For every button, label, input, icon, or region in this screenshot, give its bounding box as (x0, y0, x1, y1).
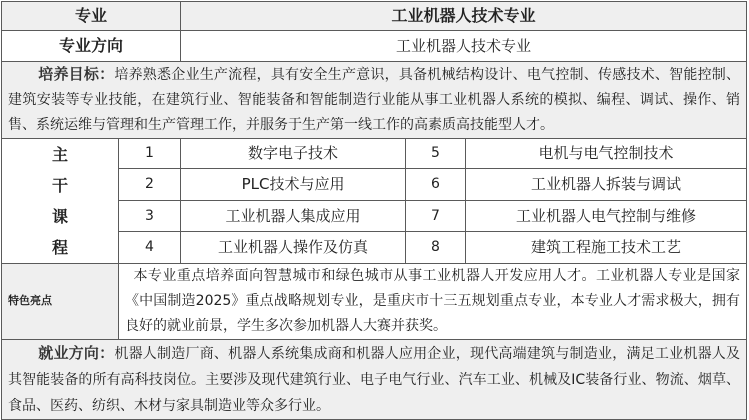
course-number: 6 (406, 169, 466, 201)
employment-text: 机器人制造厂商、机器人系统集成商和机器人应用企业，现代高端建筑与制造业，满足工业机器人及其智能装备的所有高科技岗位。主要涉及现代建筑行业、电子电气行业、汽车工业、机械及IC装备行业、物流、烟草、食品、医药、纺织、木材与家具制造业等众多行业。 (8, 346, 741, 414)
employment-row (2, 340, 747, 420)
course-name: 工业机器人电气控制与维修 (466, 200, 747, 232)
course-number: 1 (119, 139, 181, 169)
major-value: 工业机器人技术专业 (181, 2, 747, 31)
goal-row (2, 62, 747, 139)
goal-title: 培养目标： (38, 65, 115, 83)
course-name: 电机与电气控制技术 (466, 139, 747, 169)
courses-label-char: 程 (51, 238, 68, 257)
courses-label-char: 主 (51, 145, 68, 164)
direction-value: 工业机器人技术专业 (181, 31, 747, 62)
major-row (2, 2, 747, 31)
major-label: 专业 (2, 2, 181, 31)
courses-label-char: 干 (51, 176, 68, 195)
course-number: 3 (119, 200, 181, 232)
direction-label: 专业方向 (2, 31, 181, 62)
features-text-content: 本专业重点培养面向智慧城市和绿色城市从事工业机器人开发应用人才。工业机器人专业是国家《中国制造2025》重点战略规划专业，是重庆市十三五规划重点专业，本专业人才需求极大，拥有良好的就业前景，学生多次参加机器人大赛并获奖。 (125, 268, 741, 334)
features-text (119, 264, 747, 340)
employment-title: 就业方向： (38, 344, 115, 362)
course-number: 5 (406, 139, 466, 169)
course-row-1 (2, 139, 747, 169)
program-info-table (1, 1, 747, 420)
course-name: 数字电子技术 (181, 139, 406, 169)
course-name: 建筑工程施工技术工艺 (466, 232, 747, 264)
employment-cell (2, 340, 747, 420)
course-name: 工业机器人操作及仿真 (181, 232, 406, 264)
course-name: 工业机器人集成应用 (181, 200, 406, 232)
course-number: 2 (119, 169, 181, 201)
course-name: 工业机器人拆装与调试 (466, 169, 747, 201)
goal-text: 培养熟悉企业生产流程，具有安全生产意识，具备机械结构设计、电气控制、传感技术、智能控制、建筑安装等专业技能，在建筑行业、智能装备和智能制造行业能从事工业机器人系统的模拟、编程、调试、操作、销售、系统运维与管理和生产管理工作，并服务于生产第一线工作的高素质高技能型人才。 (8, 67, 741, 133)
goal-cell (2, 62, 747, 139)
courses-label (2, 139, 119, 264)
course-name: PLC技术与应用 (181, 169, 406, 201)
course-number: 8 (406, 232, 466, 264)
course-number: 4 (119, 232, 181, 264)
features-label: 特色亮点 (2, 264, 119, 340)
course-number: 7 (406, 200, 466, 232)
direction-row (2, 31, 747, 62)
courses-label-char: 课 (51, 207, 68, 226)
features-row (2, 264, 747, 340)
